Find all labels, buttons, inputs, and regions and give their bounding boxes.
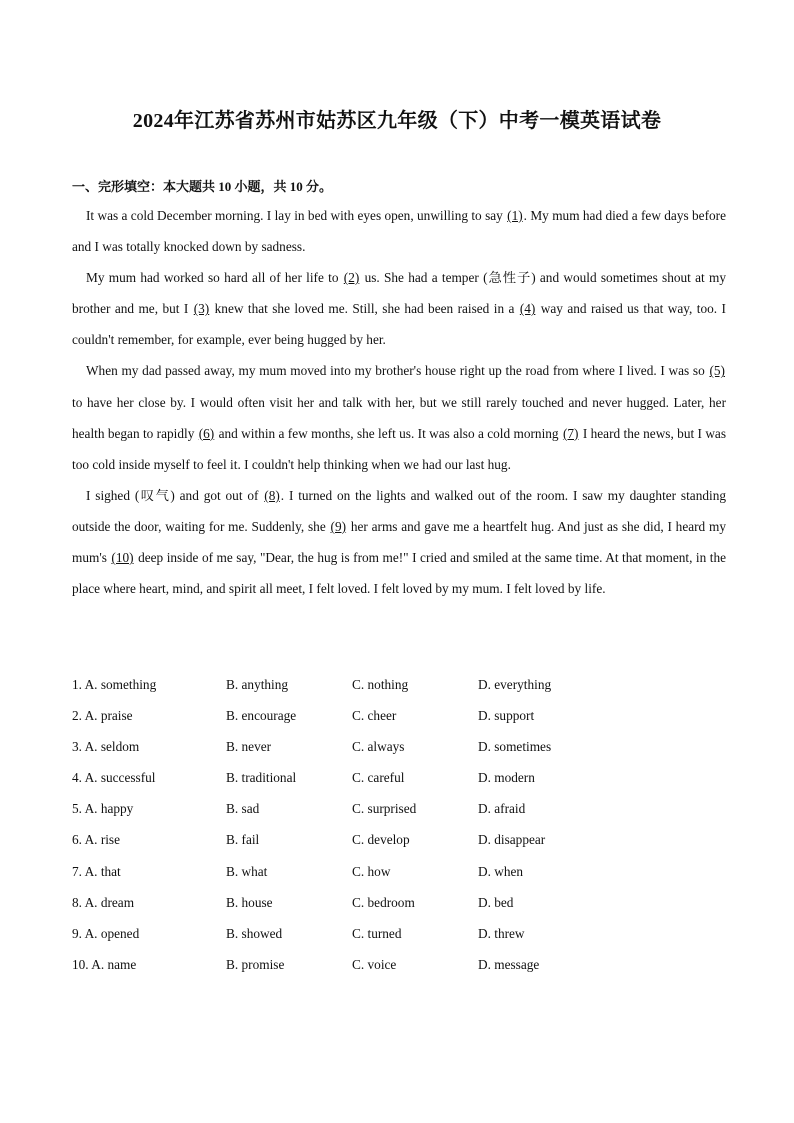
passage-text: to have her close by. I would often visit her and talk with her, but we still rarely touched and never hugged. Later, her health began to rapidly [72,394,726,441]
option-d: D. support [478,708,535,724]
passage-text: deep inside of me say, "Dear, the hug is from me!" I cried and smiled at the same time. At that moment, in the place where heart, mind, and spirit all meet, I felt loved. I felt loved by my mum. I felt loved by life. [72,550,726,597]
question-options-9 [72,918,726,949]
question-options-10 [72,949,726,980]
cloze-passage [72,200,726,604]
passage-text: us. She had a temper (急性子) and would sometimes shout at my brother and me, but I [72,270,726,317]
option-c: C. always [352,739,405,755]
option-b: B. what [226,863,268,879]
blank-8: (8) [264,487,280,503]
answer-options [72,669,726,980]
blank-4: (4) [519,301,536,317]
option-b: B. traditional [226,770,297,786]
passage-text: and within a few months, she left us. It was also a cold morning [215,425,562,441]
passage-text: My mum had worked so hard all of her life to [86,270,343,286]
question-options-4 [72,762,726,793]
blank-10: (10) [111,550,134,566]
option-a: 8. A. dream [72,894,135,910]
passage-paragraph-1 [72,200,726,262]
option-a: 3. A. seldom [72,739,140,755]
option-c: C. how [352,863,391,879]
option-c: C. nothing [352,677,409,692]
option-b: B. sad [226,801,260,817]
passage-text: her arms and gave me a heartfelt hug. And just as she did, I heard my mum's [72,518,726,566]
question-options-1 [72,669,726,700]
option-c: C. turned [352,925,402,941]
option-c: C. develop [352,832,410,848]
passage-text: It was a cold December morning. I lay in bed with eyes open, unwilling to say [86,208,507,223]
option-d: D. when [478,863,524,879]
passage-text: When my dad passed away, my mum moved into my brother's house right up the road from where I lived. I was so [86,363,709,379]
question-options-2 [72,700,726,731]
option-d: D. sometimes [478,739,552,755]
passage-paragraph-2 [72,262,726,355]
option-d: D. modern [478,770,535,786]
blank-5: (5) [709,363,725,379]
option-c: C. careful [352,770,405,786]
option-c: C. voice [352,956,397,972]
option-b: B. encourage [226,708,297,724]
option-a: 9. A. opened [72,925,140,941]
question-options-8 [72,887,726,918]
option-b: B. house [226,894,273,910]
option-c: C. bedroom [352,894,415,910]
option-d: D. bed [478,894,514,910]
option-b: B. never [226,739,272,755]
option-b: B. fail [226,832,260,848]
option-a: 4. A. successful [72,770,156,786]
option-a: 10. A. name [72,956,137,972]
option-b: B. showed [226,925,283,941]
option-d: D. disappear [478,832,546,848]
question-options-6 [72,824,726,855]
option-a: 7. A. that [72,863,121,879]
passage-text: I sighed (叹气) and got out of [86,487,264,503]
option-d: D. threw [478,925,525,941]
question-options-5 [72,793,726,824]
blank-9: (9) [330,518,347,534]
passage-paragraph-4 [72,480,726,604]
option-a: 1. A. something [72,677,157,692]
option-d: D. everything [478,677,552,692]
option-d: D. afraid [478,801,526,817]
passage-text: . I turned on the lights and walked out of the room. I saw my daughter standing outside the door, waiting for me. Suddenly, she [72,487,726,534]
option-d: D. message [478,956,540,972]
question-options-7 [72,856,726,887]
option-c: C. surprised [352,801,417,817]
blank-6: (6) [198,425,215,441]
option-a: 2. A. praise [72,708,133,724]
option-a: 6. A. rise [72,832,121,848]
section-heading: 一、完形填空：本大题共 10 小题，共 10 分。 [72,179,333,194]
exam-title: 2024年江苏省苏州市姑苏区九年级（下）中考一模英语试卷 [132,110,662,132]
passage-text: way and raised us that way, too. I couldn't remember, for example, ever being hugged by her. [72,301,726,348]
blank-3: (3) [193,301,210,317]
option-b: B. anything [226,677,289,692]
blank-2: (2) [343,270,360,286]
question-options-3 [72,731,726,762]
passage-text: knew that she loved me. Still, she had been raised in a [210,301,519,317]
option-c: C. cheer [352,708,397,724]
passage-text: . My mum had died a few days before and I was totally knocked down by sadness. [72,208,726,255]
blank-7: (7) [562,425,579,441]
blank-1: (1) [507,208,523,223]
passage-text: I heard the news, but I was too cold inside myself to feel it. I couldn't help thinking when we had our last hug. [72,425,727,472]
passage-paragraph-3 [72,355,726,479]
option-a: 5. A. happy [72,801,134,817]
option-b: B. promise [226,956,285,972]
